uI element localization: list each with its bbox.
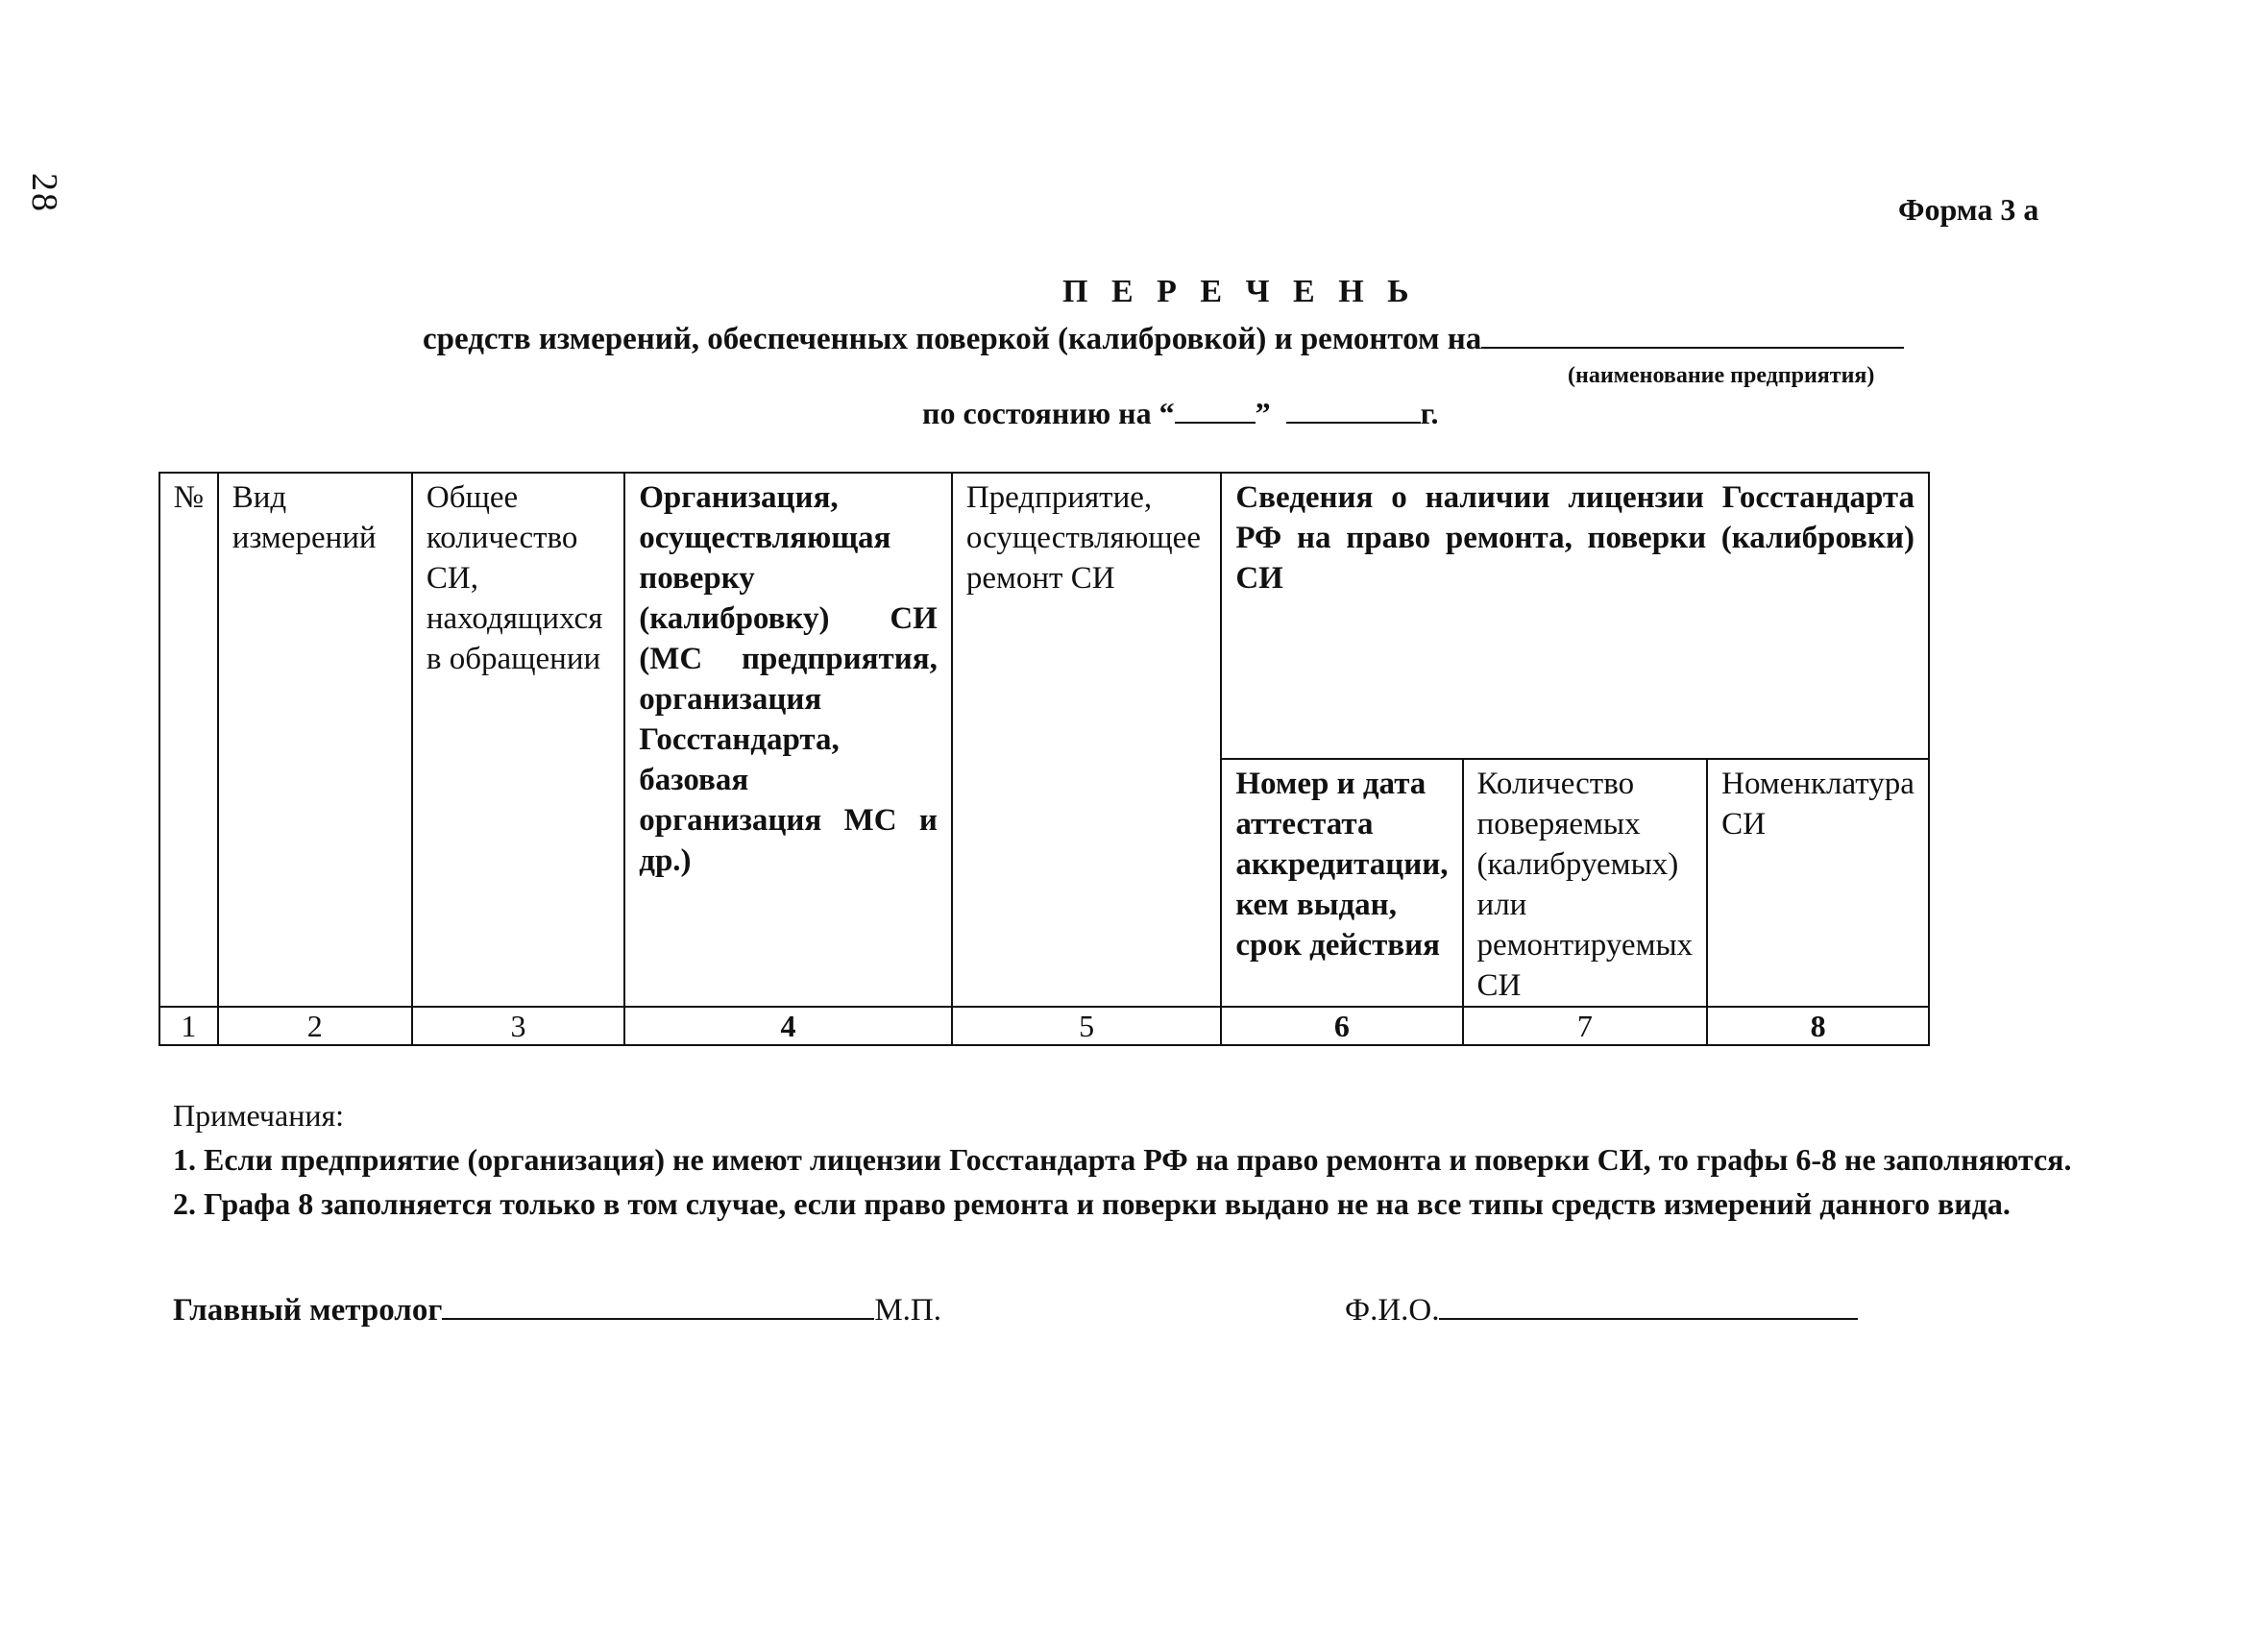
- column-number: 3: [412, 1007, 624, 1045]
- month-blank-line: [1286, 422, 1421, 424]
- status-prefix: по состоянию на “: [922, 396, 1175, 430]
- chief-label: Главный метролог: [173, 1293, 443, 1328]
- fio-label: Ф.И.О.: [1345, 1293, 1440, 1328]
- fio-signature: [1345, 1293, 1858, 1329]
- status-suffix: г.: [1420, 396, 1439, 430]
- chief-metrologist-signature: [173, 1293, 941, 1329]
- notes-header: Примечания:: [173, 1098, 345, 1133]
- document-subtitle: [423, 322, 1904, 357]
- column-number: 8: [1707, 1007, 1929, 1045]
- status-mid: ”: [1255, 396, 1271, 430]
- header-certificate: Номер и дата аттестата аккредитации, кем выдан, срок действия: [1221, 759, 1462, 1007]
- column-number: 1: [159, 1007, 218, 1045]
- header-verifying-organization: Организация, осуществляющая поверку (калибровку) СИ (МС предприятия, организация Госстандарта, базовая организация МС и др.): [624, 473, 952, 1007]
- header-nomenclature: Номенклатура СИ: [1707, 759, 1929, 1007]
- header-total-count: Общее количество СИ, находящихся в обращении: [412, 473, 624, 1007]
- notes-block: [173, 1093, 2071, 1226]
- form-table: [159, 472, 1930, 1046]
- signature-blank-line: [442, 1318, 874, 1320]
- header-measurement-type: Вид измерений: [218, 473, 412, 1007]
- document-title: П Е Р Е Ч Е Н Ь: [1062, 274, 1417, 309]
- note-item: 2. Графа 8 заполняется только в том случае, если право ремонта и поверки выдано не на все типы средств измерений данного вида.: [173, 1186, 2011, 1221]
- column-number: 5: [952, 1007, 1221, 1045]
- column-number: 2: [218, 1007, 412, 1045]
- enterprise-blank-line: [1481, 347, 1904, 349]
- column-number: 7: [1463, 1007, 1708, 1045]
- form-label: Форма 3 а: [1898, 192, 2039, 227]
- enterprise-caption: (наименование предприятия): [1568, 363, 1875, 388]
- header-no: №: [159, 473, 218, 1007]
- stamp-label: М.П.: [874, 1293, 941, 1328]
- page-number: 28: [24, 173, 64, 213]
- day-blank-line: [1175, 422, 1256, 424]
- note-item: 1. Если предприятие (организация) не имеют лицензии Госстандарта РФ на право ремонта и поверки СИ, то графы 6-8 не заполняются.: [173, 1142, 2072, 1177]
- subtitle-text: средств измерений, обеспеченных поверкой (калибровкой) и ремонтом на: [423, 322, 1482, 356]
- fio-blank-line: [1439, 1318, 1858, 1320]
- column-number: 6: [1221, 1007, 1462, 1045]
- column-number: 4: [624, 1007, 952, 1045]
- header-repair-enterprise: Предприятие, осуществляющее ремонт СИ: [952, 473, 1221, 1007]
- column-numbers-row: [159, 1007, 1929, 1045]
- header-license-info: Сведения о наличии лицензии Госстандарта РФ на право ремонта, поверки (калибровки) СИ: [1221, 473, 1929, 759]
- status-line: [922, 396, 1439, 431]
- header-quantity: Количество поверяемых (калибруемых) или ремонтируемых СИ: [1463, 759, 1708, 1007]
